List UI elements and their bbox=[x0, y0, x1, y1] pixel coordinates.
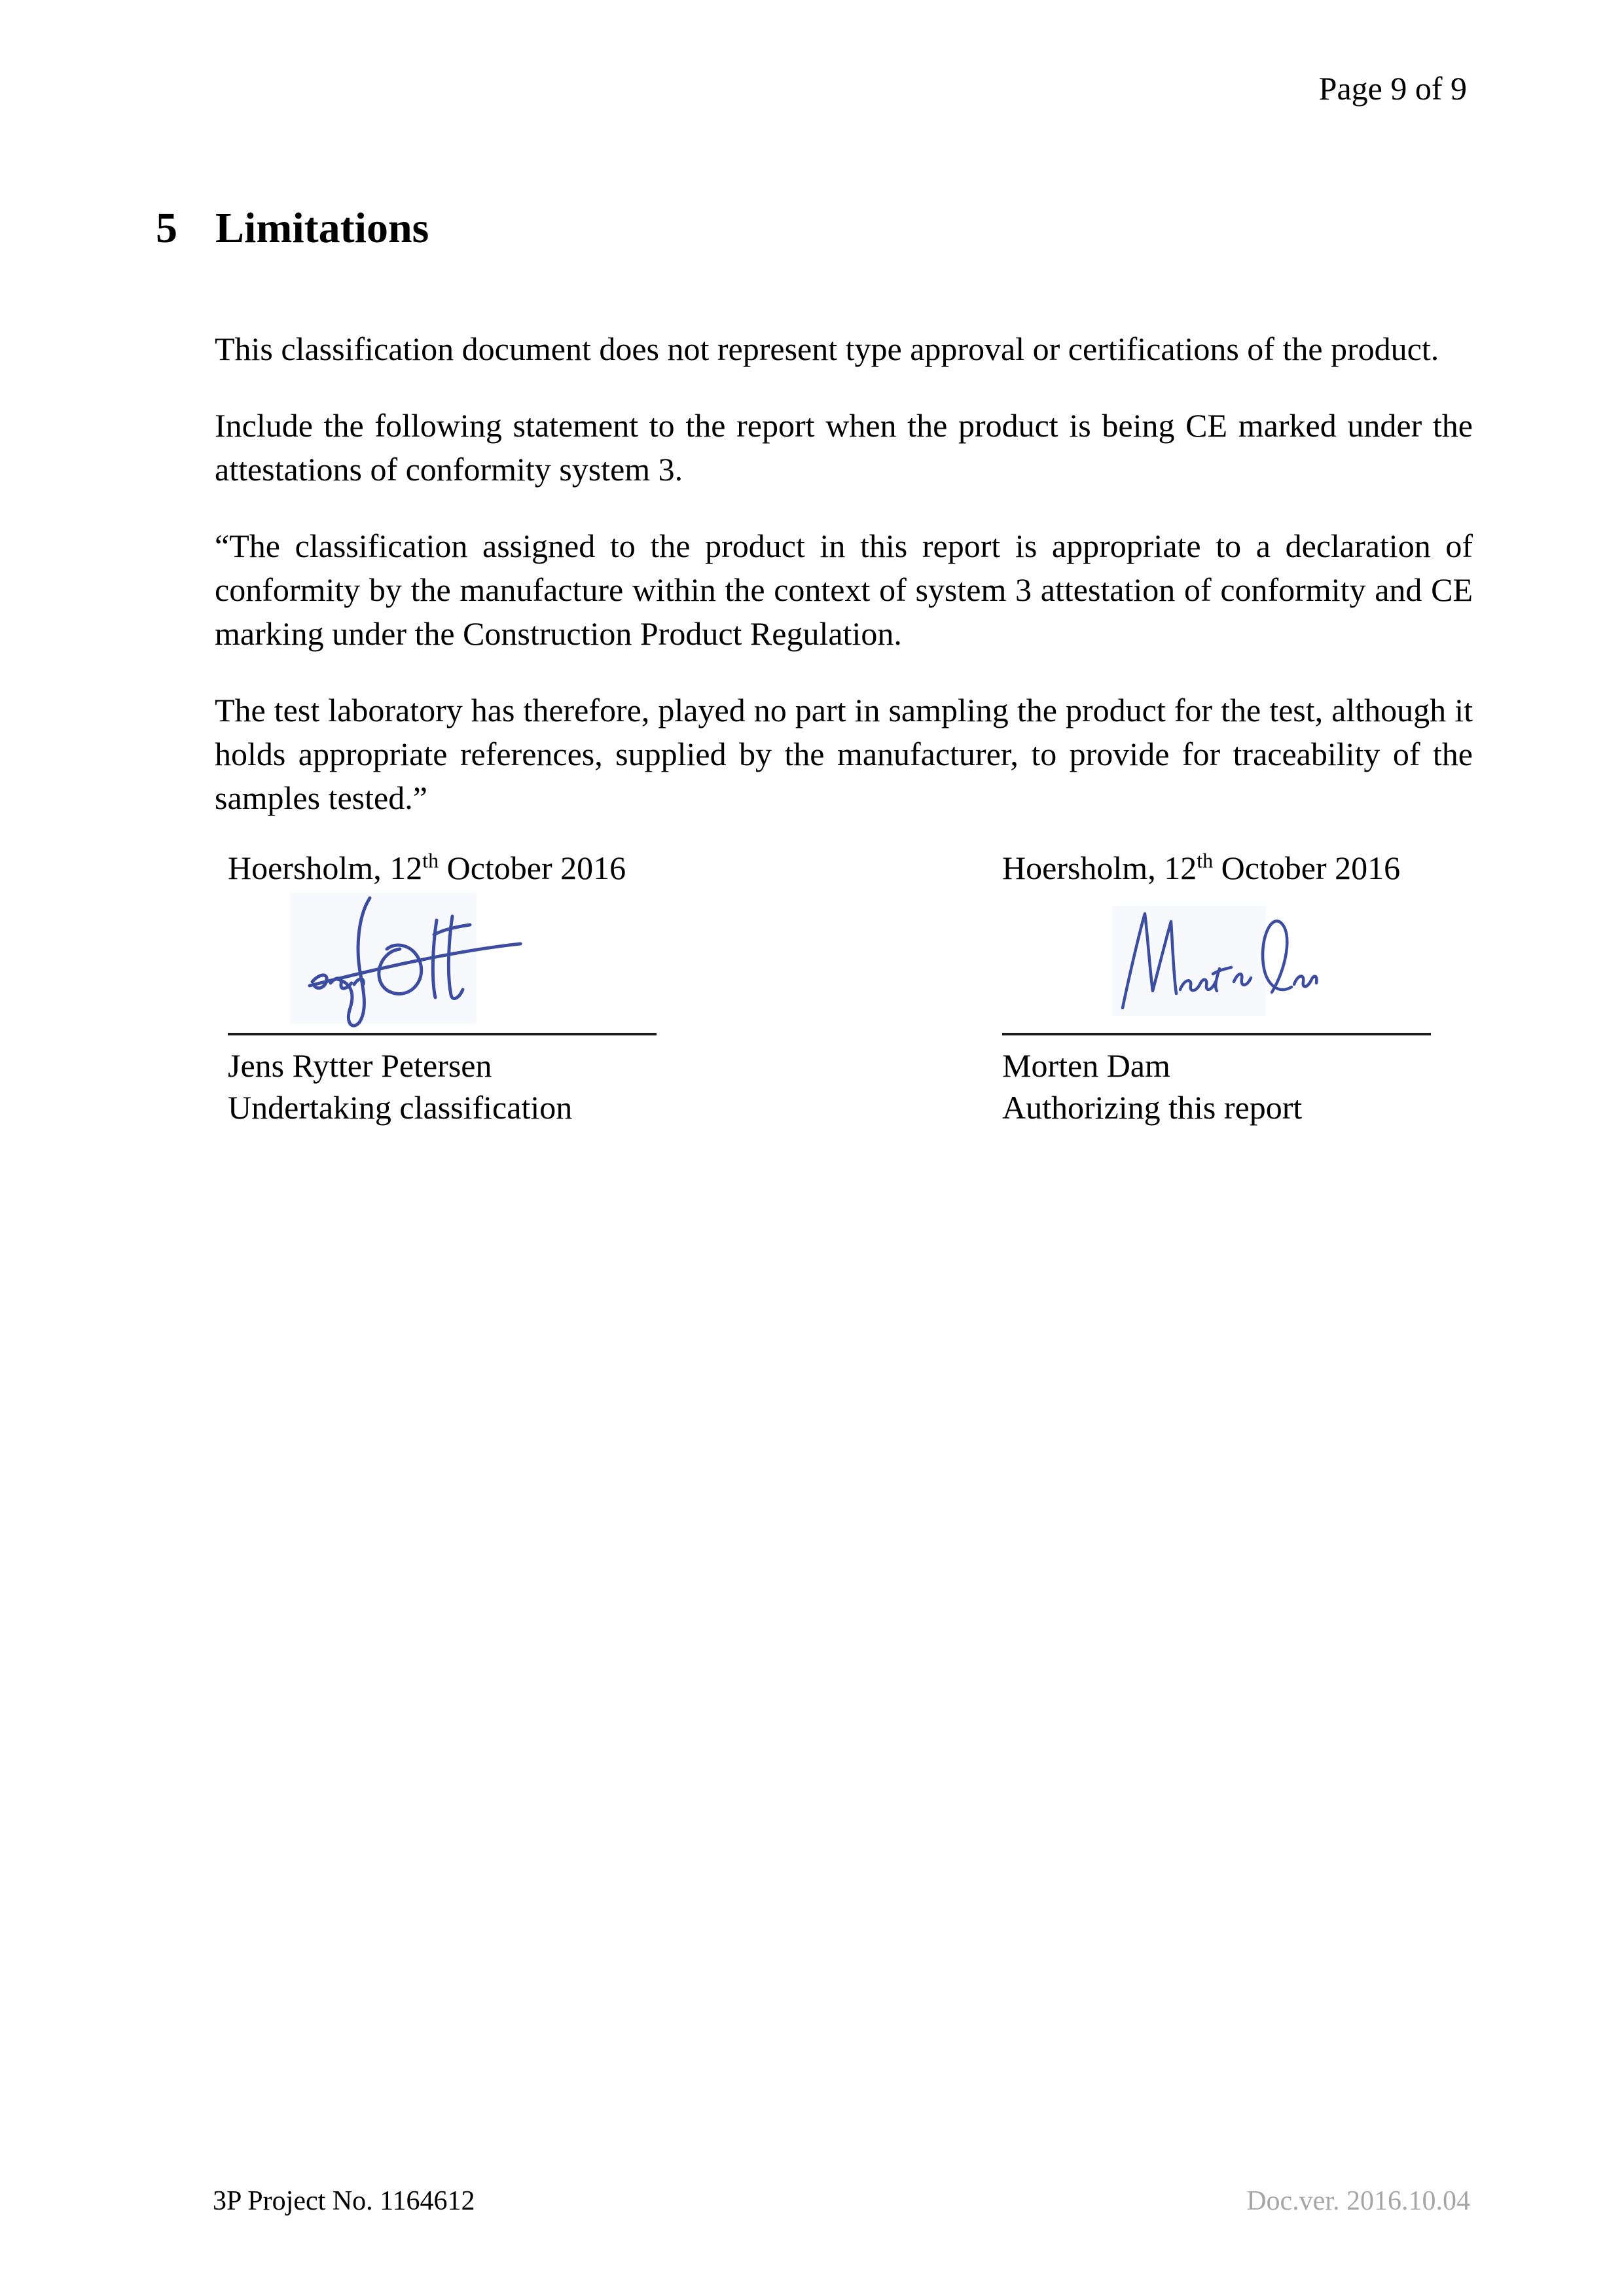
signature-line bbox=[228, 1033, 657, 1035]
body-text bbox=[215, 327, 1473, 853]
signatory-role-right: Authorizing this report bbox=[1002, 1089, 1303, 1126]
paragraph-4 bbox=[215, 689, 1473, 820]
signature-date-right bbox=[1002, 848, 1431, 888]
paragraph-line: The test laboratory has therefore, played no part in sampling the product for the test, although it bbox=[215, 692, 1473, 728]
signature-area-right bbox=[1002, 888, 1431, 1033]
signature-date-left bbox=[228, 848, 657, 888]
signature-area-left bbox=[228, 888, 657, 1033]
signature-line bbox=[1002, 1033, 1431, 1035]
signature-morten-dam-icon bbox=[1107, 905, 1323, 1022]
paragraph-1 bbox=[215, 327, 1473, 371]
signatory-name-right: Morten Dam bbox=[1002, 1047, 1170, 1084]
paragraph-line: Include the following statement to the report when the product is being CE marked under the bbox=[215, 407, 1473, 444]
date-text: Hoersholm, 12 bbox=[1002, 850, 1197, 886]
paragraph-line: “The classification assigned to the product in this report is appropriate to a declaration of bbox=[215, 528, 1473, 564]
section-number: 5 bbox=[156, 204, 177, 252]
footer-project-number: 3P Project No. 1164612 bbox=[213, 2186, 475, 2216]
paragraph-3 bbox=[215, 524, 1473, 656]
signatory-role-left: Undertaking classification bbox=[228, 1089, 573, 1126]
date-ordinal-superscript: th bbox=[1197, 848, 1214, 872]
page-number: Page 9 of 9 bbox=[1318, 70, 1467, 107]
date-text: October 2016 bbox=[1213, 850, 1401, 886]
signatory-name-left: Jens Rytter Petersen bbox=[228, 1047, 492, 1084]
section-heading bbox=[156, 204, 429, 253]
signature-block-left bbox=[228, 848, 657, 1128]
paragraph-line: holds appropriate references, supplied by the manufacturer, to provide for traceability of the bbox=[215, 736, 1473, 772]
signature-jens-rytter-petersen-icon bbox=[290, 889, 532, 1031]
date-text: October 2016 bbox=[439, 850, 626, 886]
section-title: Limitations bbox=[215, 204, 429, 252]
paragraph-line: conformity by the manufacture within the context of system 3 attestation of conformity and CE bbox=[215, 571, 1473, 608]
footer-doc-version: Doc.ver. 2016.10.04 bbox=[1246, 2186, 1470, 2216]
signature-block-right bbox=[1002, 848, 1431, 1128]
paragraph-2 bbox=[215, 404, 1473, 492]
paragraph-line: samples tested.” bbox=[215, 780, 427, 816]
paragraph-line: marking under the Construction Product Regulation. bbox=[215, 615, 902, 652]
date-text: Hoersholm, 12 bbox=[228, 850, 423, 886]
paragraph-line: attestations of conformity system 3. bbox=[215, 451, 683, 488]
date-ordinal-superscript: th bbox=[422, 848, 439, 872]
paragraph-line: This classification document does not represent type approval or certifications of the product. bbox=[215, 331, 1439, 367]
